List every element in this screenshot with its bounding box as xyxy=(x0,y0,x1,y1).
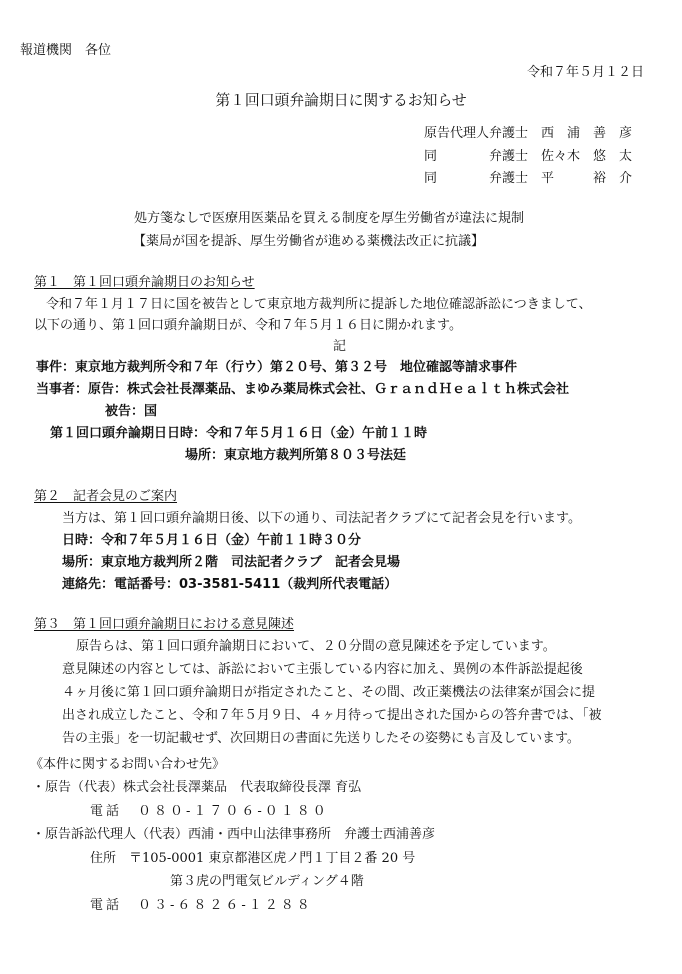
lead-line-2: 【薬局が国を提訴、厚生労働省が進める薬機法改正に抗議】 xyxy=(133,234,485,249)
case-line: 事件：東京地方裁判所令和７年（行ウ）第２０号、第３２号 地位確認等請求事件 xyxy=(36,360,518,375)
attorney-2: 同 弁護士 佐々木 悠 太 xyxy=(424,149,633,164)
section-3-line: ４ヶ月後に第１回口頭弁論期日が指定されたこと、その間、改正薬機法の法律案が国会に提 xyxy=(62,685,596,700)
contact-counsel-phone: 電話 ０３-６８２６-１２８８ xyxy=(90,898,313,913)
defendant-line: 被告：国 xyxy=(105,404,158,419)
parties-line: 当事者：原告：株式会社長澤薬品、まゆみ薬局株式会社、ＧｒａｎｄＨｅａｌｔｈ株式会社 xyxy=(36,382,570,397)
contact-counsel-address-building: 第３虎の門電気ビルディング４階 xyxy=(170,874,364,889)
section-2-para: 当方は、第１回口頭弁論期日後、以下の通り、司法記者クラブにて記者会見を行います。 xyxy=(62,511,581,526)
section-1-heading: 第１ 第１回口頭弁論期日のお知らせ xyxy=(34,275,255,290)
section-1-para-line-2: 以下の通り、第１回口頭弁論期日が、令和７年５月１６日に開かれます。 xyxy=(34,318,462,333)
contact-plaintiff: ・原告（代表）株式会社長澤薬品 代表取締役長澤 育弘 xyxy=(32,780,362,795)
contact-counsel: ・原告訴訟代理人（代表）西浦・西中山法律事務所 弁護士西浦善彦 xyxy=(32,827,436,842)
recipients: 報道機関 各位 xyxy=(20,43,112,58)
attorney-1: 原告代理人弁護士 西 浦 善 彦 xyxy=(424,126,633,141)
attorney-3: 同 弁護士 平 裕 介 xyxy=(424,171,633,186)
section-3-line: 意見陳述の内容としては、訴訟において主張している内容に加え、異例の本件訴訟提起後 xyxy=(62,662,583,677)
section-3-line: 原告らは、第１回口頭弁論期日において、２０分間の意見陳述を予定しています。 xyxy=(76,639,556,654)
contact-counsel-address: 住所 〒105-0001 東京都港区虎ノ門１丁目２番 20 号 xyxy=(90,851,416,866)
press-conference-contact: 連絡先：電話番号：03-3581-5411（裁判所代表電話） xyxy=(62,577,398,592)
section-3-line: 出され成立したこと、令和７年５月９日、４ヶ月待って提出された国からの答弁書では、「被 xyxy=(62,708,602,723)
contact-heading: 《本件に関するお問い合わせ先》 xyxy=(30,757,226,772)
contact-plaintiff-phone: 電話 ０８０-１７０６-０１８０ xyxy=(90,804,329,819)
section-3-line: 告の主張」を一切記載せず、次回期日の書面に先送りしたその姿勢にも言及しています。 xyxy=(62,731,580,746)
section-3-heading: 第３ 第１回口頭弁論期日における意見陳述 xyxy=(34,617,295,632)
hearing-place: 場所：東京地方裁判所第８０３号法廷 xyxy=(185,448,407,463)
lead-line-1: 処方箋なしで医療用医薬品を買える制度を厚生労働省が違法に規制 xyxy=(134,211,525,226)
section-2-heading: 第２ 記者会見のご案内 xyxy=(34,489,178,504)
press-conference-place: 場所：東京地方裁判所２階 司法記者クラブ 記者会見場 xyxy=(62,555,401,570)
hearing-datetime: 第１回口頭弁論期日日時：令和７年５月１６日（金）午前１１時 xyxy=(50,426,428,441)
ki-mark: 記 xyxy=(333,339,347,354)
press-conference-datetime: 日時：令和７年５月１６日（金）午前１１時３０分 xyxy=(62,533,362,548)
section-1-para-line-1: 令和７年１月１７日に国を被告として東京地方裁判所に提訴した地位確認訴訟につきまして、 xyxy=(46,297,592,312)
document-title: 第１回口頭弁論期日に関するお知らせ xyxy=(215,92,467,109)
issue-date: 令和７年５月１２日 xyxy=(526,65,644,80)
